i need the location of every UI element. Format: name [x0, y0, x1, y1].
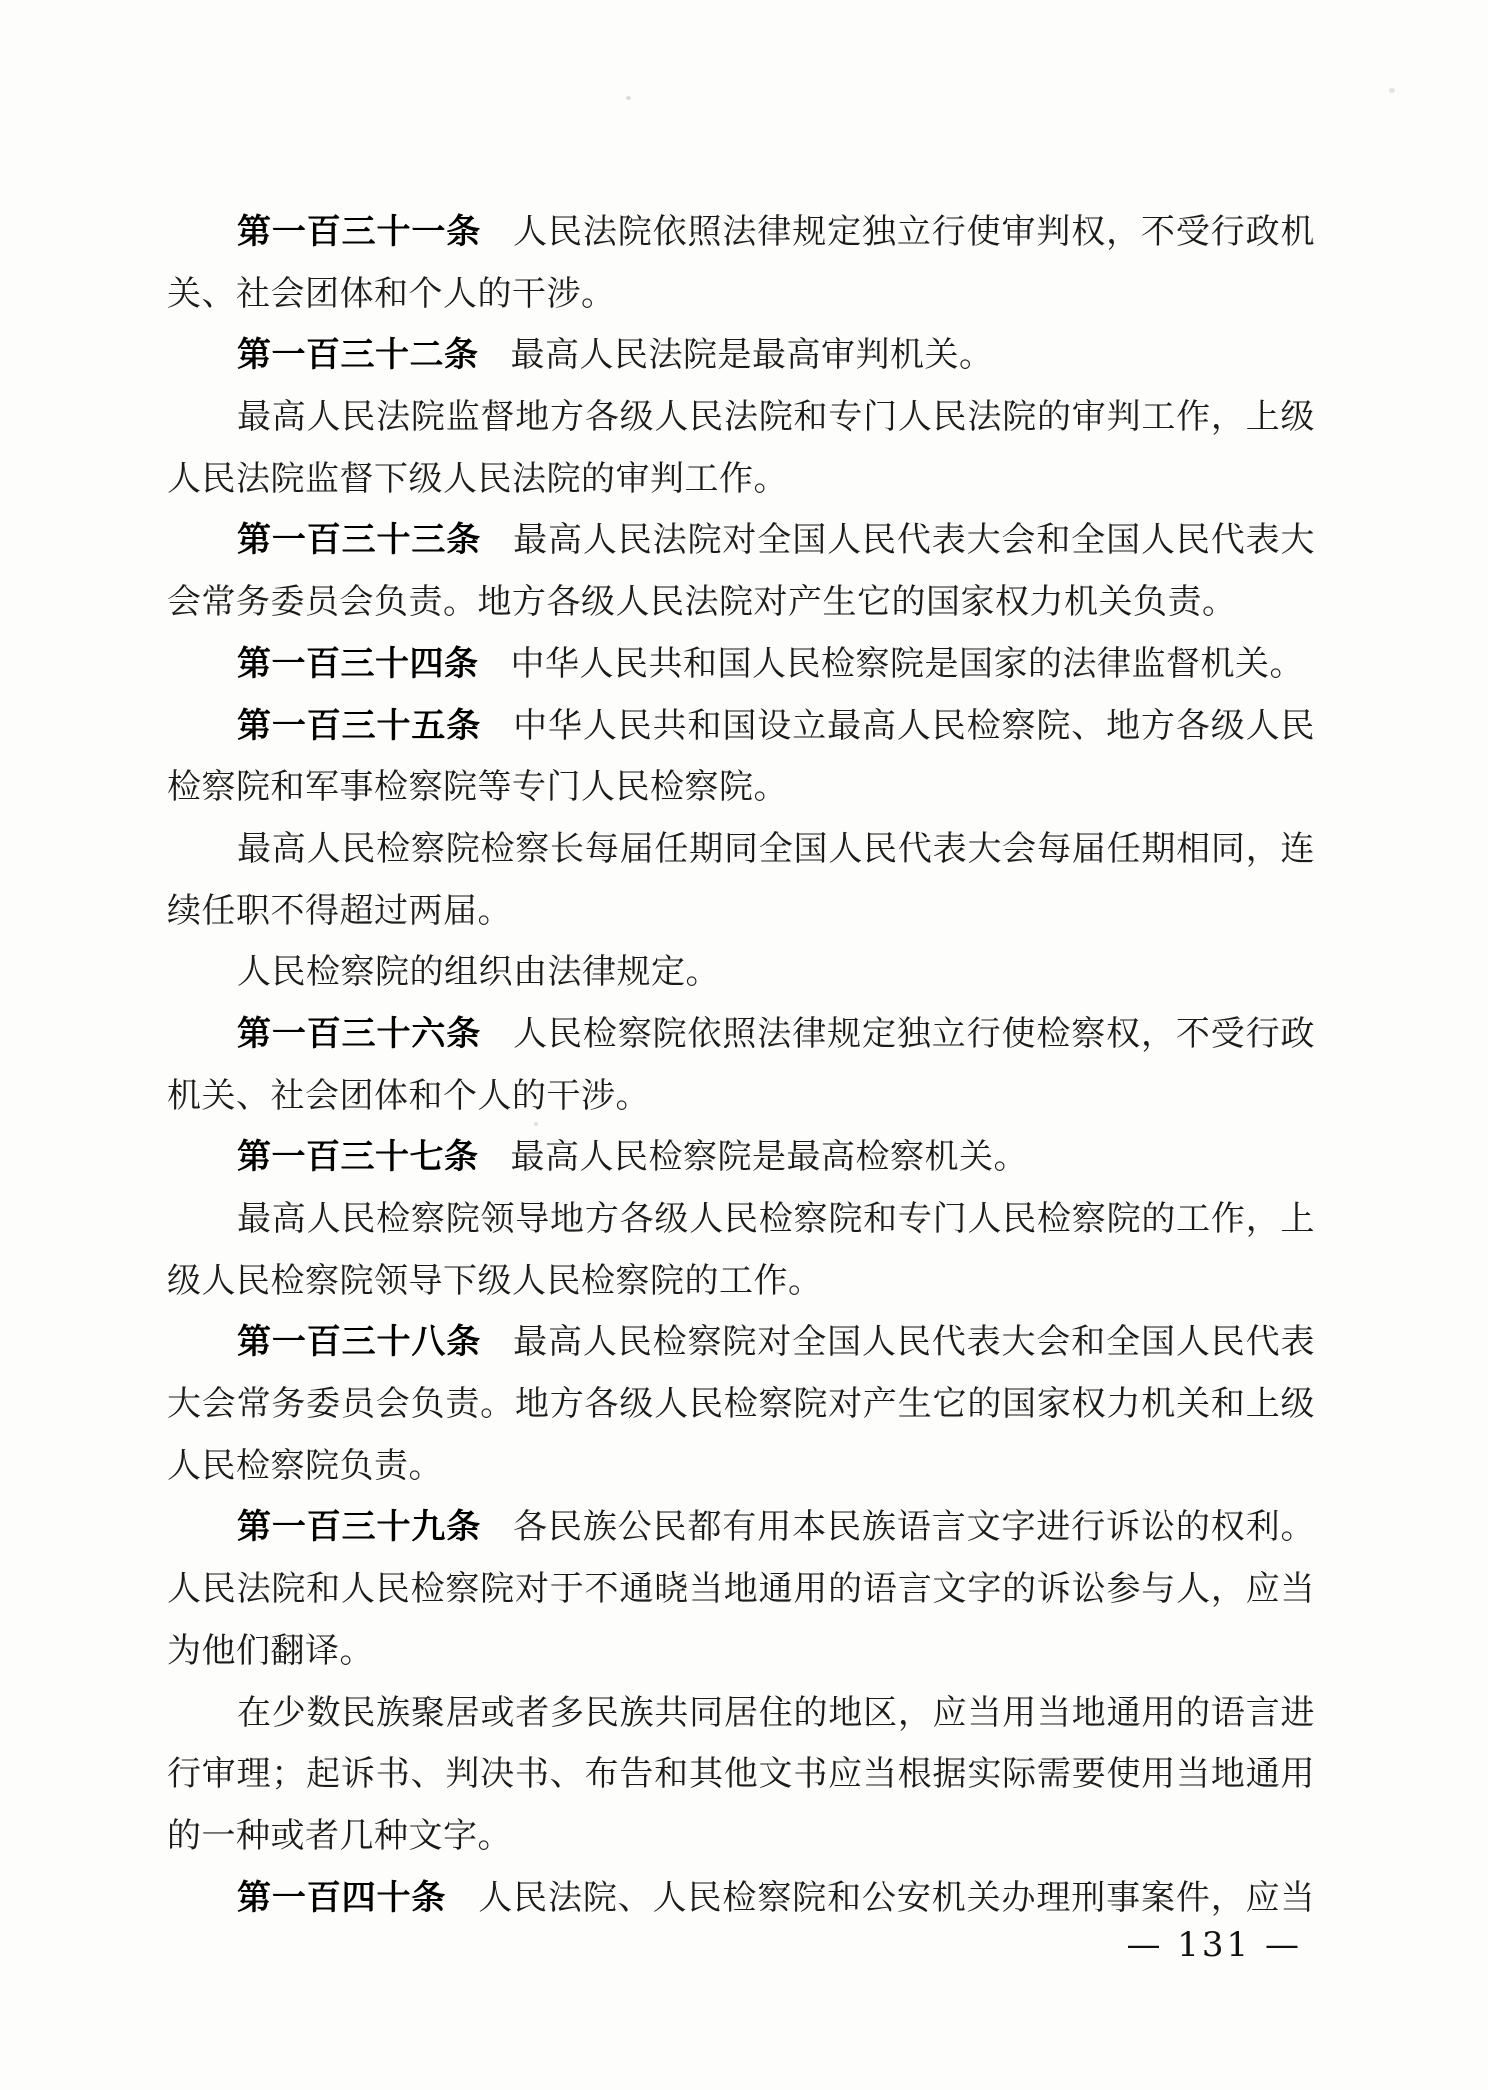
- line-text: 人民法院依照法律规定独立行使审判权，不受行政机: [513, 214, 1315, 251]
- article-number: 第一百三十六条: [237, 1015, 482, 1053]
- text-line: [167, 572, 1315, 634]
- line-text: 行审理；起诉书、判决书、布告和其他文书应当根据实际需要使用当地通用: [167, 1756, 1315, 1794]
- line-text: 最高人民法院是最高审判机关。: [510, 337, 994, 375]
- article-number: 第一百四十条: [237, 1879, 447, 1917]
- text-line: [167, 1066, 1315, 1128]
- text-line: [167, 1374, 1315, 1436]
- text-line: [167, 1004, 1315, 1066]
- text-line: [167, 1497, 1315, 1559]
- text-line: [167, 264, 1315, 326]
- article-number: 第一百三十九条: [237, 1509, 482, 1547]
- line-text: 人民检察院依照法律规定独立行使检察权，不受行政: [513, 1015, 1315, 1053]
- article-number: 第一百三十二条: [237, 337, 479, 375]
- article-number: 第一百三十七条: [237, 1139, 479, 1177]
- page-number: — 131 —: [1126, 1925, 1302, 1965]
- text-line: [167, 1744, 1315, 1806]
- line-text: 最高人民法院对全国人民代表大会和全国人民代表大: [513, 522, 1315, 560]
- text-line: [167, 1127, 1315, 1189]
- text-line: [167, 881, 1315, 943]
- line-text: 人民法院监督下级人民法院的审判工作。: [167, 460, 788, 498]
- line-text: 机关、社会团体和个人的干涉。: [167, 1077, 650, 1115]
- text-block: [167, 202, 1315, 1929]
- line-text: 会常务委员会负责。地方各级人民法院对产生它的国家权力机关负责。: [167, 584, 1237, 622]
- text-line: [167, 1868, 1315, 1930]
- article-number: 第一百三十一条: [237, 214, 482, 251]
- line-text: 人民检察院负责。: [167, 1447, 443, 1485]
- line-text: 在少数民族聚居或者多民族共同居住的地区，应当用当地通用的语言进: [237, 1694, 1315, 1732]
- article-number: 第一百三十五条: [237, 707, 482, 745]
- scan-speck: [1389, 88, 1395, 93]
- text-line: [167, 1621, 1315, 1683]
- text-line: [167, 449, 1315, 511]
- line-text: 大会常务委员会负责。地方各级人民检察院对产生它的国家权力机关和上级: [167, 1386, 1315, 1424]
- line-text: 人民检察院的组织由法律规定。: [237, 954, 720, 992]
- line-text: 最高人民法院监督地方各级人民法院和专门人民法院的审判工作，上级: [237, 399, 1315, 437]
- text-line: [167, 696, 1315, 758]
- text-line: [167, 942, 1315, 1004]
- line-text: 级人民检察院领导下级人民检察院的工作。: [167, 1262, 823, 1300]
- line-text: 为他们翻译。: [167, 1632, 374, 1670]
- text-line: [167, 1312, 1315, 1374]
- line-text: 检察院和军事检察院等专门人民检察院。: [167, 769, 788, 807]
- text-line: [167, 510, 1315, 572]
- text-line: [167, 1806, 1315, 1868]
- text-line: [167, 634, 1315, 696]
- line-text: 人民法院、人民检察院和公安机关办理刑事案件，应当: [478, 1879, 1316, 1917]
- text-line: [167, 1559, 1315, 1621]
- text-line: [167, 1683, 1315, 1745]
- line-text: 最高人民检察院对全国人民代表大会和全国人民代表: [513, 1324, 1315, 1362]
- line-text: 最高人民检察院检察长每届任期同全国人民代表大会每届任期相同，连: [237, 830, 1315, 868]
- article-number: 第一百三十八条: [237, 1324, 482, 1362]
- article-number: 第一百三十四条: [237, 645, 479, 683]
- text-line: [167, 819, 1315, 881]
- line-text: 最高人民检察院是最高检察机关。: [510, 1139, 1028, 1177]
- article-number: 第一百三十三条: [237, 522, 482, 560]
- line-text: 最高人民检察院领导地方各级人民检察院和专门人民检察院的工作，上: [237, 1201, 1315, 1238]
- line-text: 的一种或者几种文字。: [167, 1817, 512, 1855]
- text-line: [167, 1251, 1315, 1313]
- text-line: [167, 757, 1315, 819]
- text-line: [167, 1189, 1315, 1251]
- line-text: 中华人民共和国设立最高人民检察院、地方各级人民: [513, 707, 1315, 745]
- text-line: [167, 325, 1315, 387]
- text-line: [167, 1436, 1315, 1498]
- scan-speck: [626, 96, 631, 100]
- line-text: 人民法院和人民检察院对于不通晓当地通用的语言文字的诉讼参与人，应当: [167, 1571, 1315, 1609]
- text-line: [167, 387, 1315, 449]
- text-line: [167, 202, 1315, 264]
- line-text: 关、社会团体和个人的干涉。: [167, 275, 616, 313]
- line-text: 中华人民共和国人民检察院是国家的法律监督机关。: [510, 645, 1304, 683]
- line-text: 续任职不得超过两届。: [167, 892, 512, 930]
- line-text: 各民族公民都有用本民族语言文字进行诉讼的权利。: [513, 1509, 1315, 1547]
